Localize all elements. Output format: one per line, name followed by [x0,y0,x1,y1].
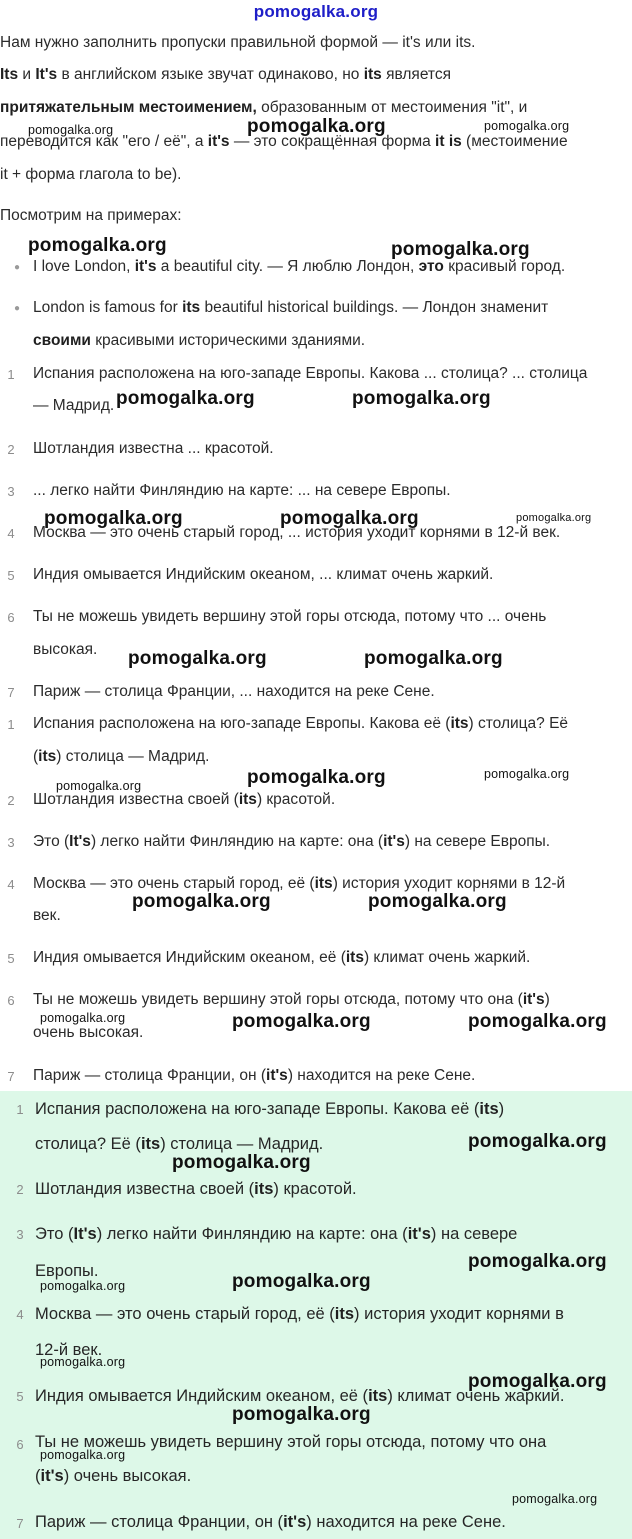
green-answer-6-line-1: Ты не можешь увидеть вершину этой горы отсюда, потому что она [35,1433,547,1451]
watermark: pomogalka.org [56,779,142,793]
answer-number: 4 [16,1307,24,1322]
watermark: pomogalka.org [280,508,419,529]
watermark: pomogalka.org [40,1448,126,1462]
answer-5: Индия омывается Индийским океаном, её (its) климат очень жаркий. [33,949,531,966]
examples-title: Посмотрим на примерах: [0,207,182,224]
watermark: pomogalka.org [468,1371,607,1392]
task-number: 6 [7,610,15,625]
watermark: pomogalka.org [516,512,592,524]
task-5: Индия омывается Индийским океаном, ... климат очень жаркий. [33,566,494,583]
watermark: pomogalka.org [28,235,167,256]
intro-line-1: Нам нужно заполнить пропуски правильной формой — it's или its. [0,34,476,51]
task-1-line-1: Испания расположена на юго-западе Европы. Какова ... столица? ... столица [33,365,588,382]
answer-number: 3 [7,835,15,850]
bullet-icon: ● [14,303,21,314]
green-answer-3-line-2: Европы. [35,1262,99,1280]
site-title-link[interactable]: pomogalka.org [253,2,379,21]
watermark: pomogalka.org [232,1271,371,1292]
watermark: pomogalka.org [247,116,386,137]
answer-4-line-1: Москва — это очень старый город, её (its) история уходит корнями в 12-й [33,875,566,892]
answer-number: 2 [7,793,15,808]
green-answer-5: Индия омывается Индийским океаном, её (its) климат очень жаркий. [35,1387,565,1405]
watermark: pomogalka.org [364,648,503,669]
task-number: 2 [7,442,15,457]
green-answer-1-line-2: столица? Её (its) столица — Мадрид. [35,1135,324,1153]
answer-number: 7 [16,1516,24,1531]
answer-6-line-2: очень высокая. [33,1024,144,1041]
task-6-line-1: Ты не можешь увидеть вершину этой горы отсюда, потому что ... очень [33,608,547,625]
watermark: pomogalka.org [116,388,255,409]
answer-number: 1 [16,1102,24,1117]
watermark: pomogalka.org [484,119,570,133]
watermark: pomogalka.org [40,1279,126,1293]
intro-line-3: притяжательным местоимением, образованным от местоимения "it", и [0,99,528,116]
watermark: pomogalka.org [247,767,386,788]
watermark: pomogalka.org [128,648,267,669]
answer-7: Париж — столица Франции, он (it's) находится на реке Сене. [33,1067,476,1084]
watermark: pomogalka.org [391,239,530,260]
task-number: 4 [7,526,15,541]
green-answer-4-line-2: 12-й век. [35,1341,103,1359]
answer-number: 5 [7,951,15,966]
task-2: Шотландия известна ... красотой. [33,440,274,457]
watermark: pomogalka.org [40,1355,126,1369]
watermark: pomogalka.org [232,1404,371,1425]
task-number: 7 [7,685,15,700]
answer-2: Шотландия известна своей (its) красотой. [33,791,336,808]
intro-line-4: переводится как "его / её", а it's — это сокращённая форма it is (местоимение [0,133,568,150]
watermark: pomogalka.org [468,1011,607,1032]
green-answer-6-line-2: (it's) очень высокая. [35,1467,192,1485]
answer-6-line-1: Ты не можешь увидеть вершину этой горы отсюда, потому что она (it's) [33,991,550,1008]
green-answer-7: Париж — столица Франции, он (it's) находится на реке Сене. [35,1513,506,1531]
green-answer-4-line-1: Москва — это очень старый город, её (its) история уходит корнями в [35,1305,564,1323]
answer-number: 5 [16,1389,24,1404]
watermark: pomogalka.org [132,891,271,912]
watermark: pomogalka.org [352,388,491,409]
watermark: pomogalka.org [44,508,183,529]
answer-1-line-1: Испания расположена на юго-западе Европы. Какова её (its) столица? Её [33,715,569,732]
answer-number: 1 [7,717,15,732]
answer-1-line-2: (its) столица — Мадрид. [33,748,210,765]
answer-number: 7 [7,1069,15,1084]
intro-line-5: it + форма глагола to be). [0,166,182,183]
answer-number: 6 [16,1437,24,1452]
task-4: Москва — это очень старый город, ... история уходит корнями в 12-й век. [33,524,561,541]
watermark: pomogalka.org [28,123,114,137]
watermark: pomogalka.org [484,767,570,781]
task-6-line-2: высокая. [33,641,98,658]
green-answer-1-line-1: Испания расположена на юго-западе Европы. Какова её (its) [35,1100,505,1118]
watermark: pomogalka.org [512,1492,598,1506]
answer-number: 2 [16,1182,24,1197]
watermark: pomogalka.org [40,1011,126,1025]
task-number: 3 [7,484,15,499]
answer-number: 6 [7,993,15,1008]
green-answer-3-line-1: Это (It's) легко найти Финляндию на карте: она (it's) на севере [35,1225,518,1243]
intro-line-2: Its и It's в английском языке звучат одинаково, но its является [0,66,451,83]
bullet-icon: ● [14,262,21,273]
task-7: Париж — столица Франции, ... находится на реке Сене. [33,683,435,700]
green-answer-2: Шотландия известна своей (its) красотой. [35,1180,357,1198]
example-2-cont: своими красивыми историческими зданиями. [33,332,366,349]
watermark: pomogalka.org [468,1131,607,1152]
watermark: pomogalka.org [172,1152,311,1173]
answer-number: 3 [16,1227,24,1242]
answer-4-line-2: век. [33,907,61,924]
answer-number: 4 [7,877,15,892]
watermark: pomogalka.org [368,891,507,912]
task-3: ... легко найти Финляндию на карте: ... на севере Европы. [33,482,451,499]
example-1: I love London, it's a beautiful city. — Я люблю Лондон, это красивый город. [33,258,566,275]
task-number: 5 [7,568,15,583]
task-1-line-2: — Мадрид. [33,397,115,414]
task-number: 1 [7,367,15,382]
answer-3: Это (It's) легко найти Финляндию на карте: она (it's) на севере Европы. [33,833,551,850]
watermark: pomogalka.org [232,1011,371,1032]
example-2: London is famous for its beautiful historical buildings. — Лондон знаменит [33,299,549,316]
watermark: pomogalka.org [468,1251,607,1272]
